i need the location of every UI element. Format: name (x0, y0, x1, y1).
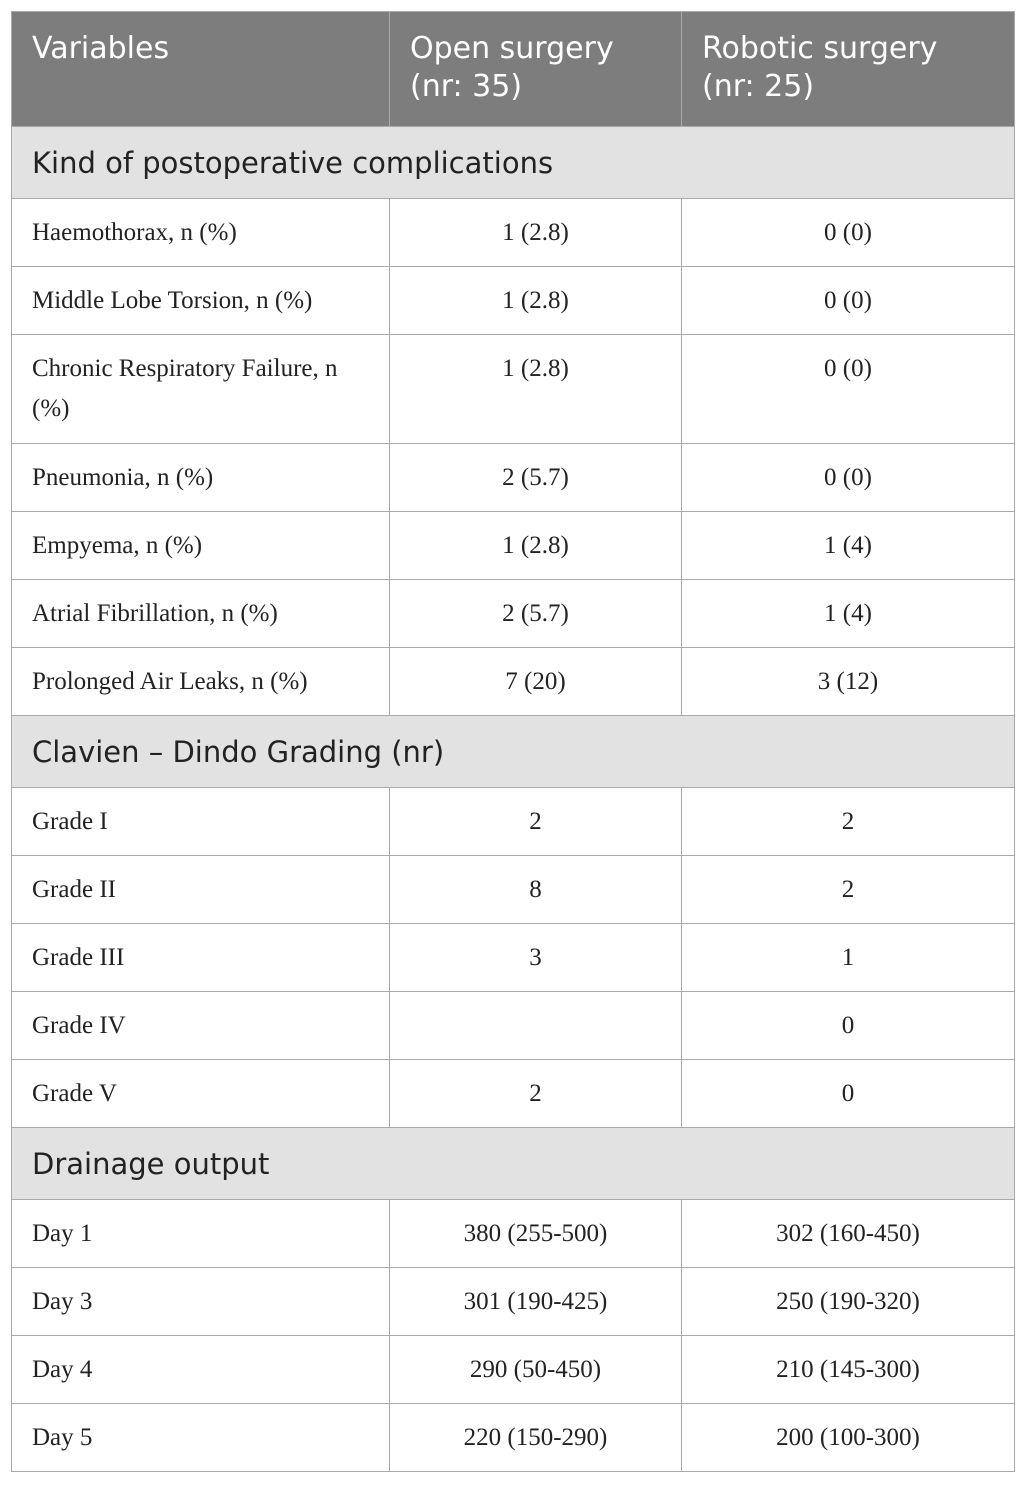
robotic-value: 1 (4) (682, 512, 1015, 580)
section-title: Drainage output (12, 1128, 1015, 1200)
section-row (12, 1128, 1015, 1200)
row-label: Grade I (12, 788, 390, 856)
table-row (12, 580, 1015, 648)
section-row (12, 127, 1015, 199)
header-row (12, 12, 1015, 127)
open-value: 301 (190-425) (390, 1268, 682, 1336)
row-label: Empyema, n (%) (12, 512, 390, 580)
open-value: 1 (2.8) (390, 199, 682, 267)
row-label: Middle Lobe Torsion, n (%) (12, 267, 390, 335)
table-row (12, 856, 1015, 924)
row-label: Grade V (12, 1060, 390, 1128)
robotic-value: 210 (145-300) (682, 1336, 1015, 1404)
robotic-value: 302 (160-450) (682, 1200, 1015, 1268)
open-value: 2 (390, 788, 682, 856)
section-row (12, 716, 1015, 788)
open-value: 290 (50-450) (390, 1336, 682, 1404)
row-label: Grade IV (12, 992, 390, 1060)
row-label: Grade II (12, 856, 390, 924)
open-value: 380 (255-500) (390, 1200, 682, 1268)
robotic-value: 0 (0) (682, 444, 1015, 512)
table-row (12, 267, 1015, 335)
table-row (12, 335, 1015, 444)
open-value: 1 (2.8) (390, 512, 682, 580)
open-value: 8 (390, 856, 682, 924)
table-row (12, 924, 1015, 992)
robotic-value: 0 (0) (682, 267, 1015, 335)
robotic-value: 1 (682, 924, 1015, 992)
row-label: Pneumonia, n (%) (12, 444, 390, 512)
table-row (12, 1268, 1015, 1336)
open-value: 1 (2.8) (390, 335, 682, 444)
open-value (390, 992, 682, 1060)
table-container (11, 11, 1014, 1472)
table-row (12, 1336, 1015, 1404)
row-label: Day 5 (12, 1404, 390, 1472)
robotic-value: 1 (4) (682, 580, 1015, 648)
table-row (12, 1060, 1015, 1128)
table-row (12, 512, 1015, 580)
complications-table (11, 11, 1015, 1472)
row-label: Day 4 (12, 1336, 390, 1404)
row-label: Atrial Fibrillation, n (%) (12, 580, 390, 648)
table-row (12, 1404, 1015, 1472)
open-value: 7 (20) (390, 648, 682, 716)
robotic-value: 2 (682, 856, 1015, 924)
robotic-value: 0 (682, 992, 1015, 1060)
table-row (12, 1200, 1015, 1268)
open-value: 3 (390, 924, 682, 992)
header-robotic-surgery: Robotic surgery (nr: 25) (682, 12, 1015, 127)
robotic-value: 3 (12) (682, 648, 1015, 716)
robotic-value: 0 (0) (682, 199, 1015, 267)
table-row (12, 199, 1015, 267)
row-label: Day 3 (12, 1268, 390, 1336)
header-open-surgery: Open surgery (nr: 35) (390, 12, 682, 127)
robotic-value: 0 (682, 1060, 1015, 1128)
row-label: Prolonged Air Leaks, n (%) (12, 648, 390, 716)
robotic-value: 0 (0) (682, 335, 1015, 444)
row-label: Grade III (12, 924, 390, 992)
section-title: Clavien – Dindo Grading (nr) (12, 716, 1015, 788)
robotic-value: 250 (190-320) (682, 1268, 1015, 1336)
open-value: 2 (5.7) (390, 580, 682, 648)
open-value: 220 (150-290) (390, 1404, 682, 1472)
table-row (12, 992, 1015, 1060)
robotic-value: 200 (100-300) (682, 1404, 1015, 1472)
header-variables: Variables (12, 12, 390, 127)
table-row (12, 788, 1015, 856)
section-title: Kind of postoperative complications (12, 127, 1015, 199)
table-row (12, 444, 1015, 512)
row-label: Chronic Respiratory Failure, n (%) (12, 335, 390, 444)
row-label: Day 1 (12, 1200, 390, 1268)
open-value: 1 (2.8) (390, 267, 682, 335)
open-value: 2 (390, 1060, 682, 1128)
open-value: 2 (5.7) (390, 444, 682, 512)
row-label: Haemothorax, n (%) (12, 199, 390, 267)
robotic-value: 2 (682, 788, 1015, 856)
table-row (12, 648, 1015, 716)
